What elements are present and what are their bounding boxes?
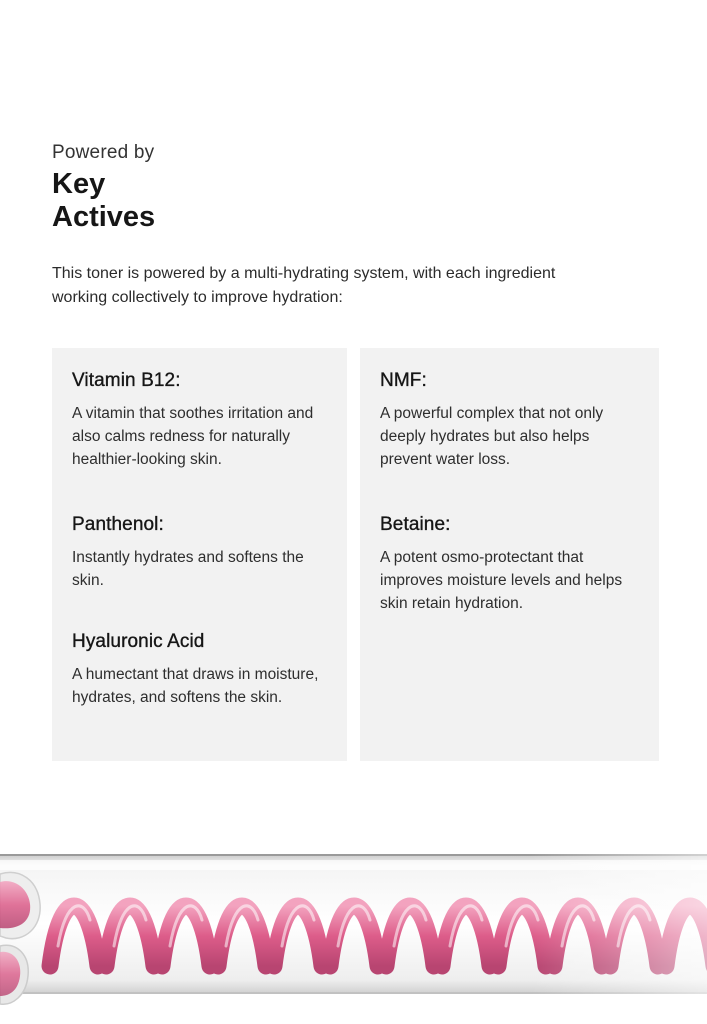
ingredient-hyaluronic-acid [72, 631, 333, 709]
ingredient-description: A vitamin that soothes irritation and also calms redness for naturally healthier-looking skin. [72, 405, 314, 468]
spiral-tube-image [0, 846, 707, 1024]
ingredient-name: Betaine: [380, 514, 451, 535]
ingredients-panel-left [52, 348, 347, 761]
ingredient-description: A potent osmo-protectant that improves moisture levels and helps skin retain hydration. [380, 549, 623, 612]
page-title [52, 168, 302, 234]
ingredient-name: Panthenol: [72, 514, 164, 535]
eyebrow-text: Powered by [52, 142, 155, 163]
ingredient-nmf [380, 370, 645, 471]
ingredient-description: Instantly hydrates and softens the skin. [72, 549, 304, 589]
ingredients-panel-right [360, 348, 659, 761]
ingredient-description: A humectant that draws in moisture, hydrates, and softens the skin. [72, 666, 319, 706]
ingredient-vitamin-b12 [72, 370, 333, 471]
ingredient-betaine [380, 514, 645, 615]
ingredient-name: NMF: [380, 370, 427, 391]
title-line-1: Key [52, 168, 106, 200]
ingredient-panthenol [72, 514, 333, 592]
title-line-2: Actives [52, 201, 156, 233]
ingredient-name: Hyaluronic Acid [72, 631, 205, 652]
ingredient-description: A powerful complex that not only deeply hydrates but also helps prevent water loss. [380, 405, 604, 468]
ingredient-name: Vitamin B12: [72, 370, 181, 391]
intro-paragraph: This toner is powered by a multi-hydrating system, with each ingredient working collectively to improve hydration: [52, 265, 556, 306]
